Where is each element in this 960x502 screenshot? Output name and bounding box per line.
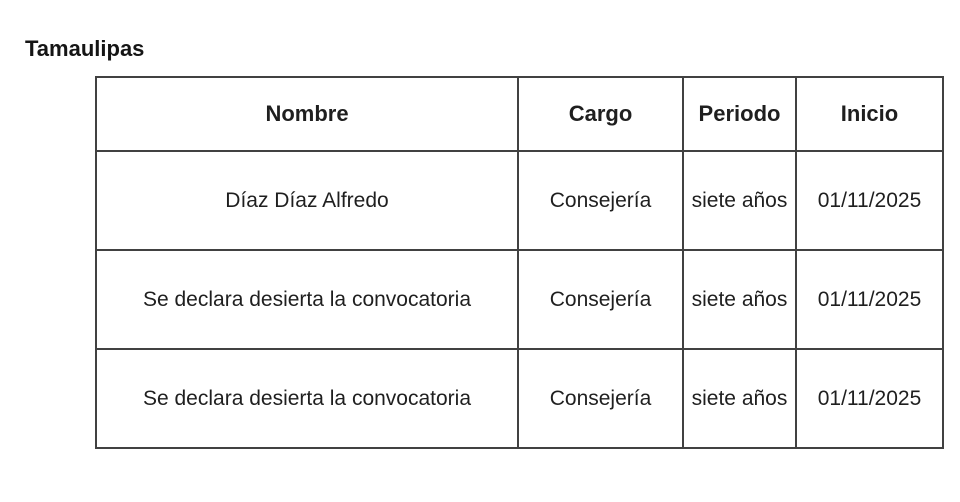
cell-nombre: Se declara desierta la convocatoria [96, 250, 518, 349]
table-row [96, 250, 943, 349]
table-header-row [96, 77, 943, 151]
cell-cargo: Consejería [518, 250, 683, 349]
cell-periodo: siete años [683, 151, 796, 250]
column-header-inicio: Inicio [796, 77, 943, 151]
cell-inicio: 01/11/2025 [796, 250, 943, 349]
table-row [96, 349, 943, 448]
page-title: Tamaulipas [25, 36, 145, 61]
table-row [96, 151, 943, 250]
cell-cargo: Consejería [518, 151, 683, 250]
cell-inicio: 01/11/2025 [796, 349, 943, 448]
cell-inicio: 01/11/2025 [796, 151, 943, 250]
column-header-nombre: Nombre [96, 77, 518, 151]
cell-nombre: Se declara desierta la convocatoria [96, 349, 518, 448]
cell-cargo: Consejería [518, 349, 683, 448]
cell-periodo: siete años [683, 250, 796, 349]
cell-nombre: Díaz Díaz Alfredo [96, 151, 518, 250]
column-header-periodo: Periodo [683, 77, 796, 151]
cell-periodo: siete años [683, 349, 796, 448]
column-header-cargo: Cargo [518, 77, 683, 151]
records-table [95, 76, 944, 449]
